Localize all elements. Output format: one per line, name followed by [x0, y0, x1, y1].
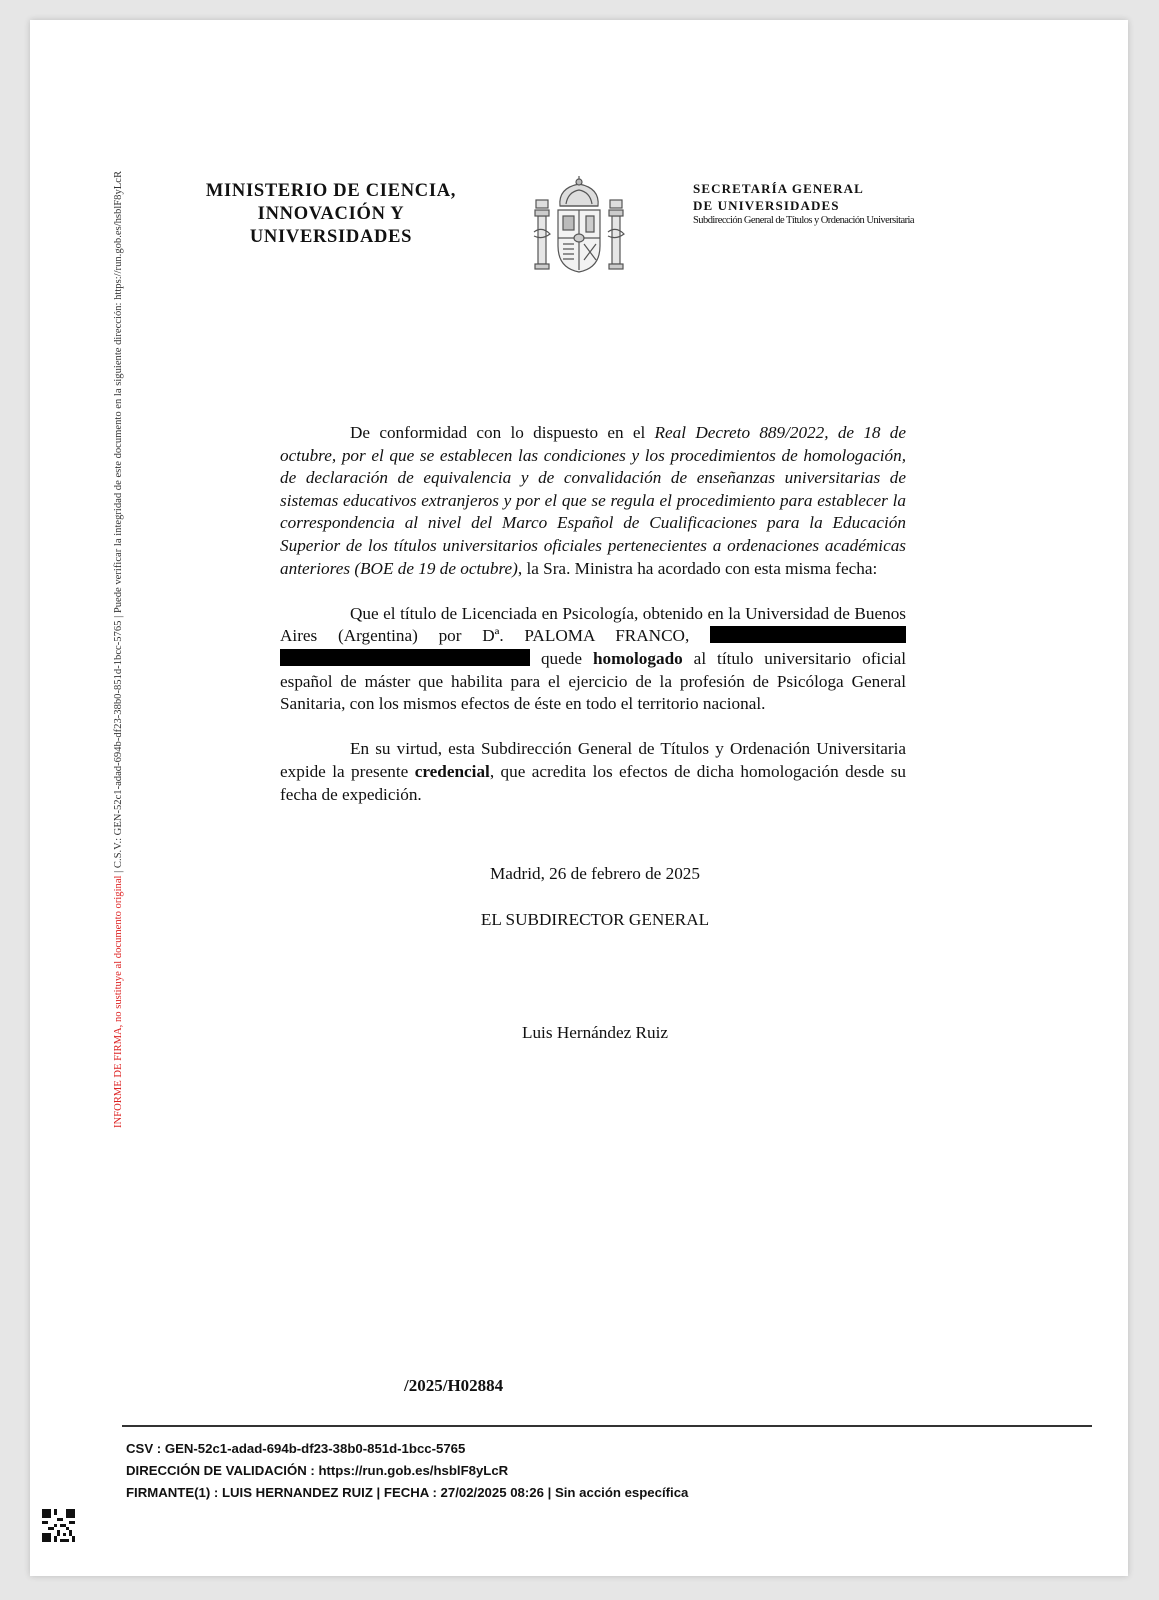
- p2-part1: Que el título de Licenciada en Psicología, obtenido en la Universidad de Buenos Aires (Argentina) por Dª. PALOMA FRANCO,: [280, 603, 906, 646]
- ministry-line-1: MINISTERIO DE CIENCIA,: [205, 181, 457, 201]
- spanish-coat-of-arms-icon: [528, 176, 630, 280]
- footer-block: [126, 1438, 688, 1504]
- signer-role: EL SUBDIRECTOR GENERAL: [480, 910, 710, 929]
- secretaria-line-1: SECRETARÍA GENERAL: [693, 181, 864, 196]
- p2-part2: quede: [530, 648, 593, 668]
- vertical-signature-note: [113, 171, 124, 1128]
- p1-ending: , la Sra. Ministra ha acordado con esta misma fecha:: [517, 558, 878, 578]
- qr-code-icon: [42, 1509, 75, 1542]
- footer-validation-url[interactable]: DIRECCIÓN DE VALIDACIÓN : https://run.gob.es/hsblF8yLcR: [126, 1463, 509, 1478]
- p3-part1: En su virtud, esta Subdirección General de Títulos y Ordenación Universitaria expide la presente: [280, 739, 906, 781]
- ministry-line-2: INNOVACIÓN Y: [257, 204, 405, 224]
- resolution-body: [280, 422, 906, 806]
- p2-bold: homologado: [592, 648, 683, 668]
- secretaria-heading: [693, 180, 953, 228]
- p3-part2: , que acredita los efectos de dicha homologación desde su fecha de expedición.: [280, 761, 906, 804]
- place-date: Madrid, 26 de febrero de 2025: [489, 864, 700, 883]
- redacted-surname: [710, 626, 906, 643]
- signer-name: Luis Hernández Ruiz: [521, 1023, 669, 1042]
- redacted-id: [280, 649, 530, 666]
- file-reference: /2025/H02884: [404, 1376, 504, 1395]
- footer-csv: CSV : GEN-52c1-adad-694b-df23-38b0-851d-1bcc-5765: [126, 1441, 466, 1456]
- subdireccion-line: Subdirección General de Títulos y Ordenación Universitaria: [693, 215, 914, 226]
- note-rest: | C.S.V.: GEN-52c1-adad-694b-df23-38b0-851d-1bcc-5765 | Puede verificar la integridad de este documento en la siguiente dirección: https://run.gob.es/hsblF8yLcR: [113, 170, 124, 876]
- note-red-part: INFORME DE FIRMA, no sustituye al documento original: [113, 875, 124, 1128]
- footer-signer: FIRMANTE(1) : LUIS HERNANDEZ RUIZ | FECHA : 27/02/2025 08:26 | Sin acción específica: [126, 1485, 689, 1500]
- paragraph-decree: [280, 422, 906, 580]
- footer-divider: [122, 1425, 1092, 1427]
- ministry-line-3: UNIVERSIDADES: [249, 227, 413, 247]
- paragraph-homologation: [280, 603, 906, 716]
- p1-decree: Real Decreto 889/2022, de 18 de octubre, por el que se establecen las condiciones y los procedimientos de homologación, de declaración de equivalencia y de convalidación de enseñanzas universitarias de sistemas educativos extranjeros y por el que se regula el procedimiento para establecer la correspondencia al nivel del Marco Español de Cualificaciones para la Educación Superior de los títulos universitarios oficiales pertenecientes a ordenaciones académicas anteriores (BOE de 19 de octubre): [280, 423, 907, 578]
- p1-intro: De conformidad con lo dispuesto en el: [350, 423, 655, 442]
- ministry-heading: [195, 180, 467, 249]
- p2-part3: al título universitario oficial español de máster que habilita para el ejercicio de la profesión de Psicóloga General Sanitaria, con los mismos efectos de éste en todo el territorio nacional.: [280, 648, 906, 714]
- paragraph-credential: [280, 738, 906, 806]
- secretaria-line-2: DE UNIVERSIDADES: [693, 198, 840, 213]
- p3-bold: credencial: [414, 761, 490, 781]
